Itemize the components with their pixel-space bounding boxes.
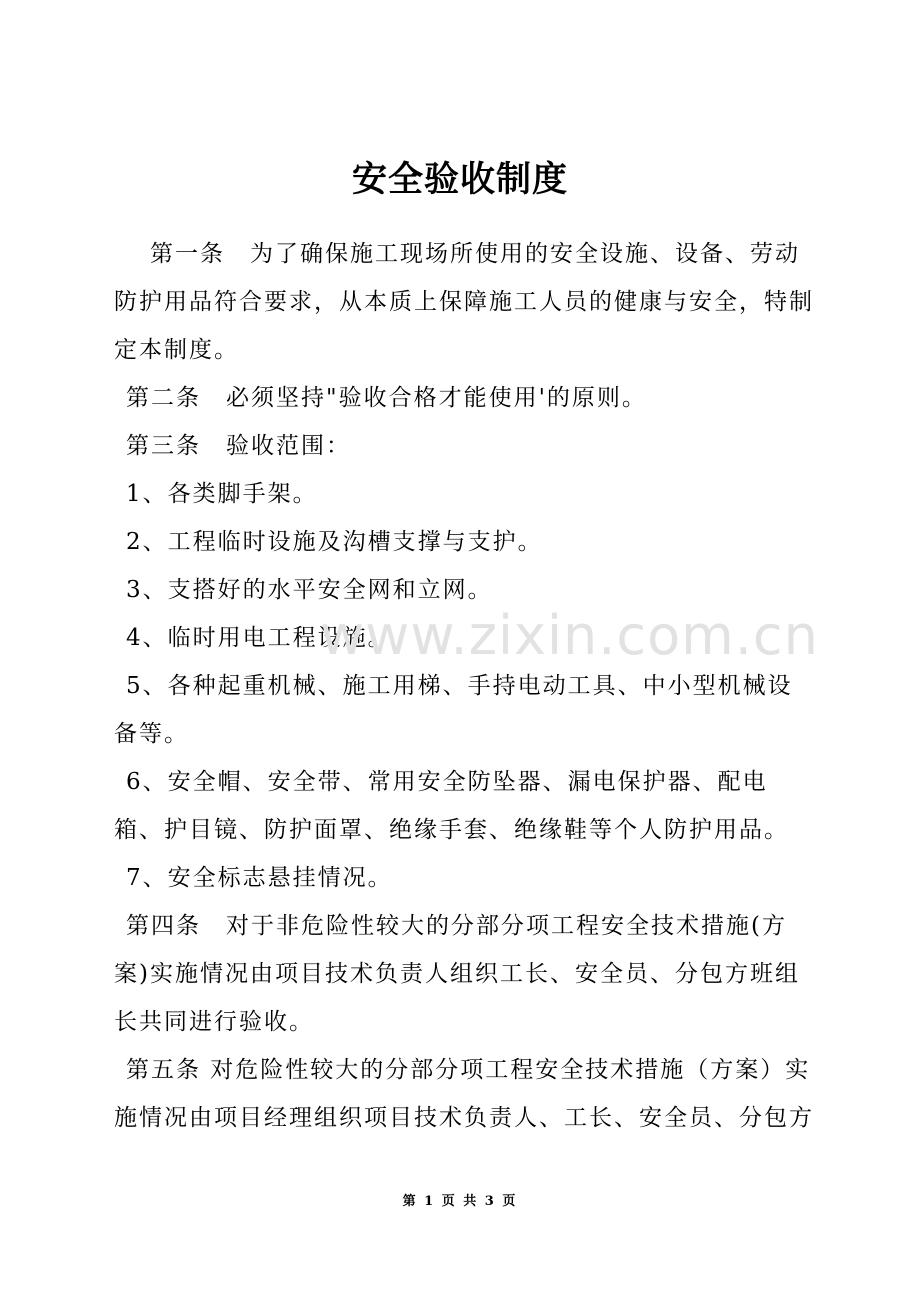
list-item-7: 7、安全标志悬挂情况。 xyxy=(126,865,393,891)
list-item-1: 1、各类脚手架。 xyxy=(126,481,318,507)
list-item-3: 3、支搭好的水平安全网和立网。 xyxy=(126,577,493,603)
page-footer: 第 1 页 共 3 页 xyxy=(402,1194,518,1209)
paragraph-article-4: 第四条 对于非危险性较大的分部分项工程安全技术措施(方案)实施情况由项目技术负责人组织工长、安全员、分包方班组长共同进行验收。 xyxy=(114,913,800,1035)
paragraph-article-2: 第二条 必须坚持"验收合格才能使用'的原则。 xyxy=(126,385,647,411)
document-title: 安全验收制度 xyxy=(351,159,568,201)
paragraph-article-1: 第一条 为了确保施工现场所使用的安全设施、设备、劳动防护用品符合要求，从本质上保障施工人员的健康与安全，特制定本制度。 xyxy=(114,241,814,363)
watermark: www.zixin.com.cn xyxy=(320,604,819,667)
list-item-6: 6、安全帽、安全带、常用安全防坠器、漏电保护器、配电箱、护目镜、防护面罩、绝缘手套、绝缘鞋等个人防护用品。 xyxy=(114,769,789,843)
document-body xyxy=(114,230,814,1142)
paragraph-article-3: 第三条 验收范围： xyxy=(126,433,351,459)
paragraph-article-5: 第五条 对危险性较大的分部分项工程安全技术措施（方案）实施情况由项目经理组织项目技术负责人、工长、安全员、分包方 xyxy=(114,1057,814,1131)
list-item-5: 5、各种起重机械、施工用梯、手持电动工具、中小型机械设备等。 xyxy=(114,673,793,747)
list-item-2: 2、工程临时设施及沟槽支撑与支护。 xyxy=(126,529,543,555)
list-item-4: 4、临时用电工程设施。 xyxy=(126,625,393,651)
